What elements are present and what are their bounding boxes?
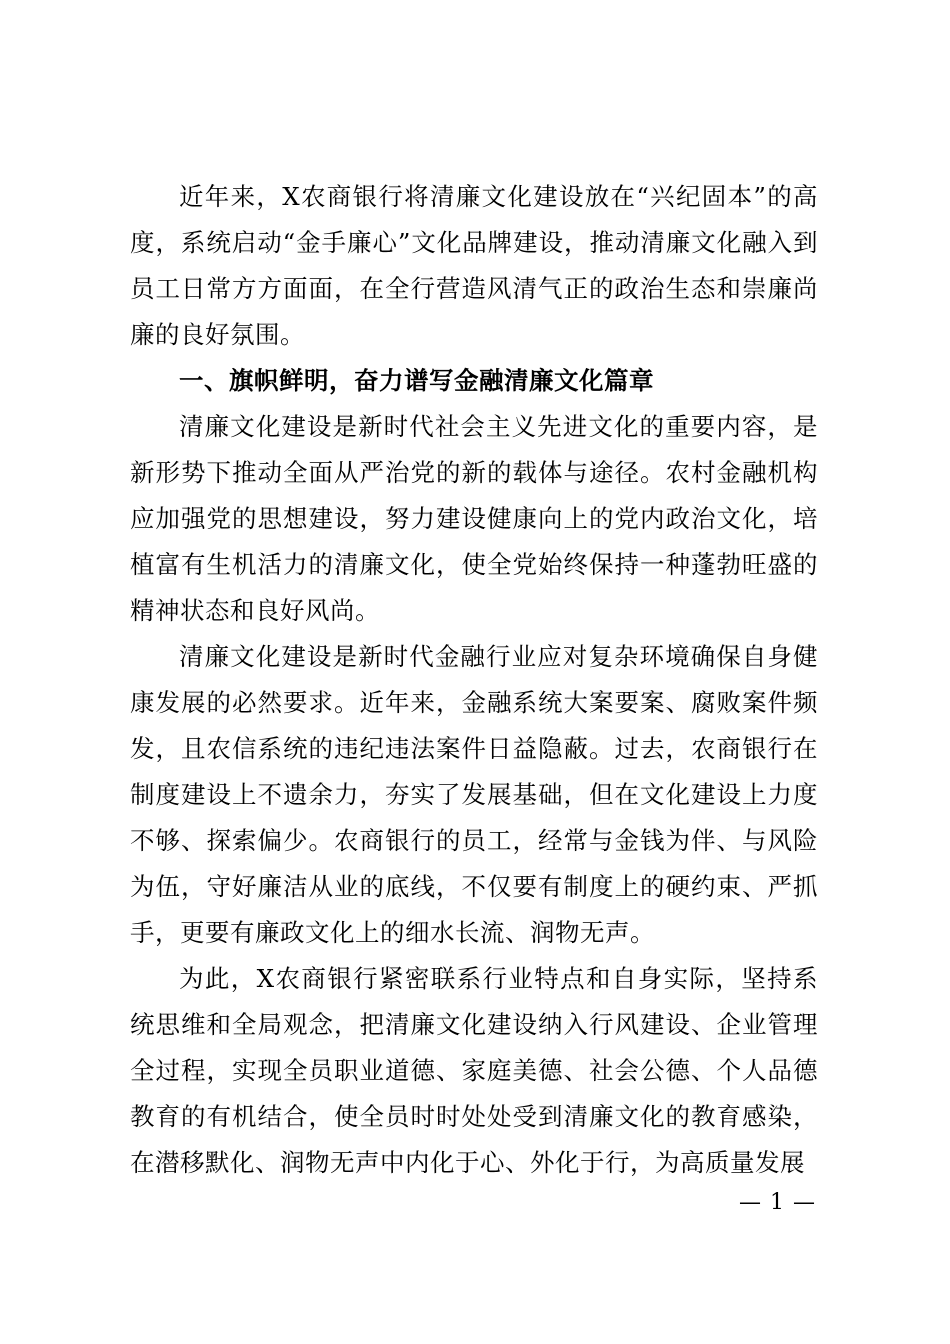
body-paragraph: 清廉文化建设是新时代金融行业应对复杂环境确保自身健康发展的必然要求。近年来，金融系统大案要案、腐败案件频发，且农信系统的违纪违法案件日益隐蔽。过去，农商银行在制度建设上不遗余力，夯实了发展基础，但在文化建设上力度不够、探索偏少。农商银行的员工，经常与金钱为伴、与风险为伍，守好廉洁从业的底线，不仅要有制度上的硬约束、严抓手，更要有廉政文化上的细水长流、润物无声。 (130, 642, 818, 947)
page-number: — 1 — (739, 1190, 816, 1215)
intro-paragraph: 近年来，X农商银行将清廉文化建设放在“兴纪固本”的高度，系统启动“金手廉心”文化品牌建设，推动清廉文化融入到员工日常方方面面，在全行营造风清气正的政治生态和崇廉尚廉的良好氛围。 (130, 182, 818, 349)
document-body (130, 174, 818, 1186)
body-paragraph: 为此，X农商银行紧密联系行业特点和自身实际，坚持系统思维和全局观念，把清廉文化建设纳入行风建设、企业管理全过程，实现全员职业道德、家庭美德、社会公德、个人品德教育的有机结合，使全员时时处处受到清廉文化的教育感染，在潜移默化、润物无声中内化于心、外化于行，为高质量发展 (130, 964, 818, 1177)
body-paragraph: 清廉文化建设是新时代社会主义先进文化的重要内容，是新形势下推动全面从严治党的新的载体与途径。农村金融机构应加强党的思想建设，努力建设健康向上的党内政治文化，培植富有生机活力的清廉文化，使全党始终保持一种蓬勃旺盛的精神状态和良好风尚。 (130, 412, 818, 625)
section-heading: 一、旗帜鲜明，奋力谱写金融清廉文化篇章 (179, 366, 654, 395)
